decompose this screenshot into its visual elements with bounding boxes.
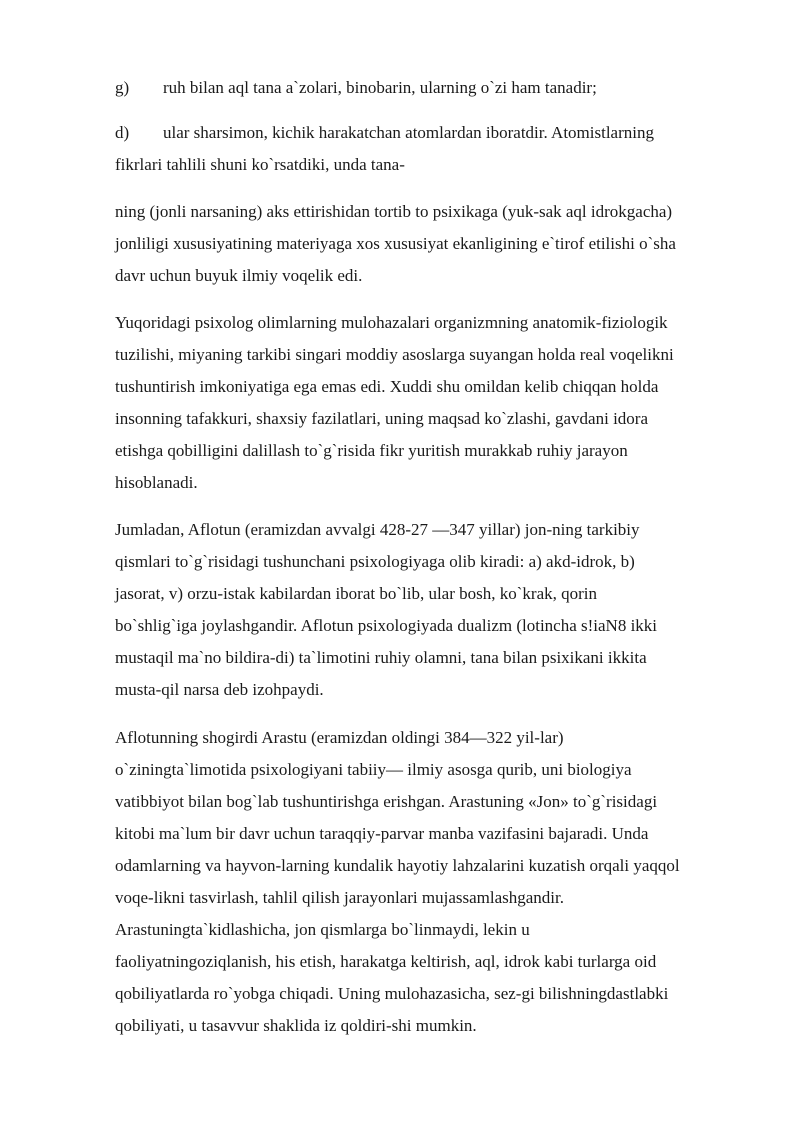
text-line: kitobi ma`lum bir davr uchun taraqqiy-parvar manba vazifasini bajaradi. Unda	[115, 824, 649, 843]
text-line: Yuqoridagi psixolog olimlarning mulohazalari organizmning anatomik-fiziologik	[115, 313, 668, 332]
paragraph-4	[115, 722, 745, 1042]
list-item-continuation: fikrlari tahlili shuni ko`rsatdiki, unda tana-	[115, 155, 405, 174]
text-line: hisoblanadi.	[115, 473, 198, 492]
list-marker: d)	[115, 123, 130, 142]
list-item-d	[115, 117, 745, 181]
text-line: ning (jonli narsaning) aks ettirishidan tortib to psixikaga (yuk-sak aql idrokgacha)	[115, 202, 673, 221]
paragraph-1	[115, 196, 745, 292]
text-line: faoliyatningoziqlanish, his etish, harakatga keltirish, aql, idrok kabi turlarga oid	[115, 952, 657, 971]
text-line: qobiliyatlarda ro`yobga chiqadi. Uning mulohazasicha, sez-gi bilishningdastlabki	[115, 984, 669, 1003]
text-line: insonning tafakkuri, shaxsiy fazilatlari, uning maqsad ko`zlashi, gavdani idora	[115, 409, 649, 428]
text-line: musta-qil narsa deb izohpaydi.	[115, 680, 324, 699]
text-line: etishga qobilligini dalillash to`g`risida fikr yuritish murakkab ruhiy jarayon	[115, 441, 628, 460]
text-line: voqe-likni tasvirlash, tahlil qilish jarayonlari mujassamlashgandir.	[115, 888, 564, 907]
text-line: Jumladan, Aflotun (eramizdan avvalgi 428-27 —347 yillar) jon-ning tarkibiy	[115, 520, 640, 539]
text-line: o`ziningta`limotida psixologiyani tabiiy— ilmiy asosga qurib, uni biologiya	[115, 760, 632, 779]
text-line: mustaqil ma`no bildira-di) ta`limotini ruhiy olamni, tana bilan psixikani ikkita	[115, 648, 647, 667]
text-line: tuzilishi, miyaning tarkibi singari moddiy asoslarga suyangan holda real voqelikni	[115, 345, 674, 364]
text-line: bo`shlig`iga joylashgandir. Aflotun psixologiyada dualizm (lotincha s!iaN8 ikki	[115, 616, 658, 635]
text-line: qismlari to`g`risidagi tushunchani psixologiyaga olib kiradi: a) akd-idrok, b)	[115, 552, 635, 571]
text-line: davr uchun buyuk ilmiy voqelik edi.	[115, 266, 363, 285]
list-item-text: ruh bilan aql tana a`zolari, binobarin, ularning o`zi ham tanadir;	[163, 78, 597, 97]
text-line: tushuntirish imkoniyatiga ega emas edi. Xuddi shu omildan kelib chiqqan holda	[115, 377, 659, 396]
text-line: odamlarning va hayvon-larning kundalik hayotiy lahzalarini kuzatish orqali yaqqol	[115, 856, 680, 875]
text-line: jonliligi xususiyatining materiyaga xos xususiyat ekanligining e`tirof etilishi o`sha	[115, 234, 676, 253]
paragraph-3	[115, 514, 745, 706]
text-line: Aflotunning shogirdi Arastu (eramizdan oldingi 384—322 yil-lar)	[115, 728, 564, 747]
paragraph-2	[115, 307, 745, 499]
text-line: Arastuningta`kidlashicha, jon qismlarga bo`linmaydi, lekin u	[115, 920, 530, 939]
text-line: qobiliyati, u tasavvur shaklida iz qoldiri-shi mumkin.	[115, 1016, 477, 1035]
list-marker: g)	[115, 78, 130, 97]
text-line: vatibbiyot bilan bog`lab tushuntirishga erishgan. Arastuning «Jon» to`g`risidagi	[115, 792, 658, 811]
text-line: jasorat, v) orzu-istak kabilardan iborat bo`lib, ular bosh, ko`krak, qorin	[115, 584, 598, 603]
list-item-text: ular sharsimon, kichik harakatchan atomlardan iboratdir. Atomistlarning	[163, 123, 654, 142]
